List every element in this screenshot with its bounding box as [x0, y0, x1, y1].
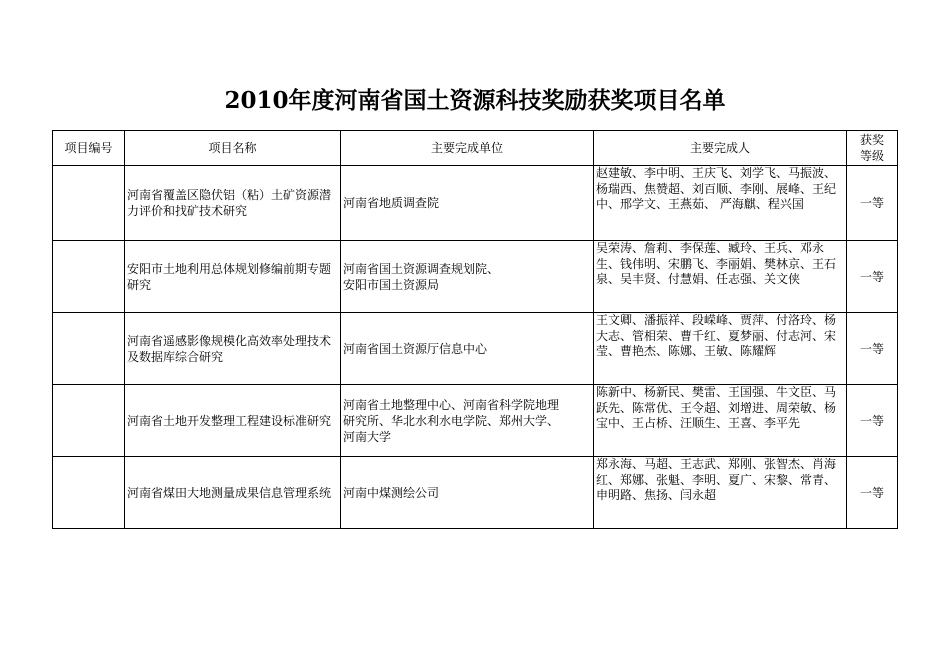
table-header-row: [53, 131, 898, 166]
project-number-cell: [53, 166, 125, 241]
header-project-name: 项目名称: [125, 131, 341, 166]
main-unit-line: 河南省土地整理中心、河南省科学院地理: [343, 397, 560, 412]
header-award-grade: [847, 131, 898, 166]
main-persons-cell: 赵建敏、李中明、王庆飞、刘学飞、马振波、杨瑞西、焦赞超、刘百顺、李刚、展峰、王纪中、邢学文、王燕茹、 严海麒、程兴国: [594, 166, 847, 241]
project-name-cell: 河南省覆盖区隐伏铝（粘）土矿资源潜力评价和找矿技术研究: [125, 166, 341, 241]
main-unit-cell: [341, 457, 594, 529]
main-unit-cell: [341, 313, 594, 385]
project-number-cell: [53, 313, 125, 385]
award-grade-cell: 一等: [847, 313, 898, 385]
main-unit-line: 河南省国土资源调查规划院、: [343, 261, 500, 276]
main-persons-cell: 吴荣涛、詹莉、李保莲、臧玲、王兵、邓永生、钱伟明、宋鹏飞、李丽娟、樊林京、王石泉、吴丰贤、付慧娟、任志强、关文侠: [594, 241, 847, 313]
main-unit-cell: [341, 166, 594, 241]
main-unit-cell: [341, 241, 594, 313]
main-unit-line: 研究所、华北水利水电学院、郑州大学、: [343, 413, 560, 428]
table-row: [53, 313, 898, 385]
award-grade-cell: 一等: [847, 241, 898, 313]
main-unit-line: 河南省国土资源厅信息中心: [343, 341, 488, 356]
project-number-cell: [53, 385, 125, 457]
main-persons-cell: 陈新中、杨新民、樊雷、王国强、牛文臣、马跃先、陈常优、王令超、刘增进、周荣敏、杨宝中、王占桥、汪顺生、王喜、李平先: [594, 385, 847, 457]
project-number-cell: [53, 241, 125, 313]
table-row: [53, 241, 898, 313]
award-grade-cell: 一等: [847, 457, 898, 529]
header-award-grade-line1: 获奖: [859, 133, 884, 147]
project-name-cell: 河南省土地开发整理工程建设标准研究: [125, 385, 341, 457]
main-unit-line: 安阳市国土资源局: [343, 277, 440, 292]
table-row: [53, 457, 898, 529]
project-name-cell: 河南省遥感影像规模化高效率处理技术及数据库综合研究: [125, 313, 341, 385]
main-unit-cell: [341, 385, 594, 457]
page-title: 2010年度河南省国土资源科技奖励获奖项目名单: [224, 87, 726, 114]
main-unit-line: 河南中煤测绘公司: [343, 485, 440, 500]
header-award-grade-line2: 等级: [859, 149, 884, 163]
main-persons-cell: 郑永海、马超、王志武、郑刚、张智杰、肖海红、郑娜、张魁、李明、夏广、宋黎、常青、申明路、焦扬、闫永超: [594, 457, 847, 529]
project-name-cell: 安阳市土地利用总体规划修编前期专题研究: [125, 241, 341, 313]
award-grade-cell: 一等: [847, 385, 898, 457]
award-table: [52, 130, 898, 529]
header-main-persons: 主要完成人: [594, 131, 847, 166]
project-name-cell: 河南省煤田大地测量成果信息管理系统: [125, 457, 341, 529]
header-project-number: 项目编号: [53, 131, 125, 166]
project-number-cell: [53, 457, 125, 529]
main-unit-line: 河南省地质调查院: [343, 196, 440, 210]
award-grade-cell: 一等: [847, 166, 898, 241]
header-main-unit: 主要完成单位: [341, 131, 594, 166]
main-unit-line: 河南大学: [343, 429, 392, 444]
main-persons-cell: 王文卿、潘振祥、段嵘峰、贾萍、付洛玲、杨大志、管相荣、曹千红、夏梦丽、付志河、宋莹、曹艳杰、陈娜、王敏、陈耀辉: [594, 313, 847, 385]
table-row: [53, 166, 898, 241]
table-row: [53, 385, 898, 457]
